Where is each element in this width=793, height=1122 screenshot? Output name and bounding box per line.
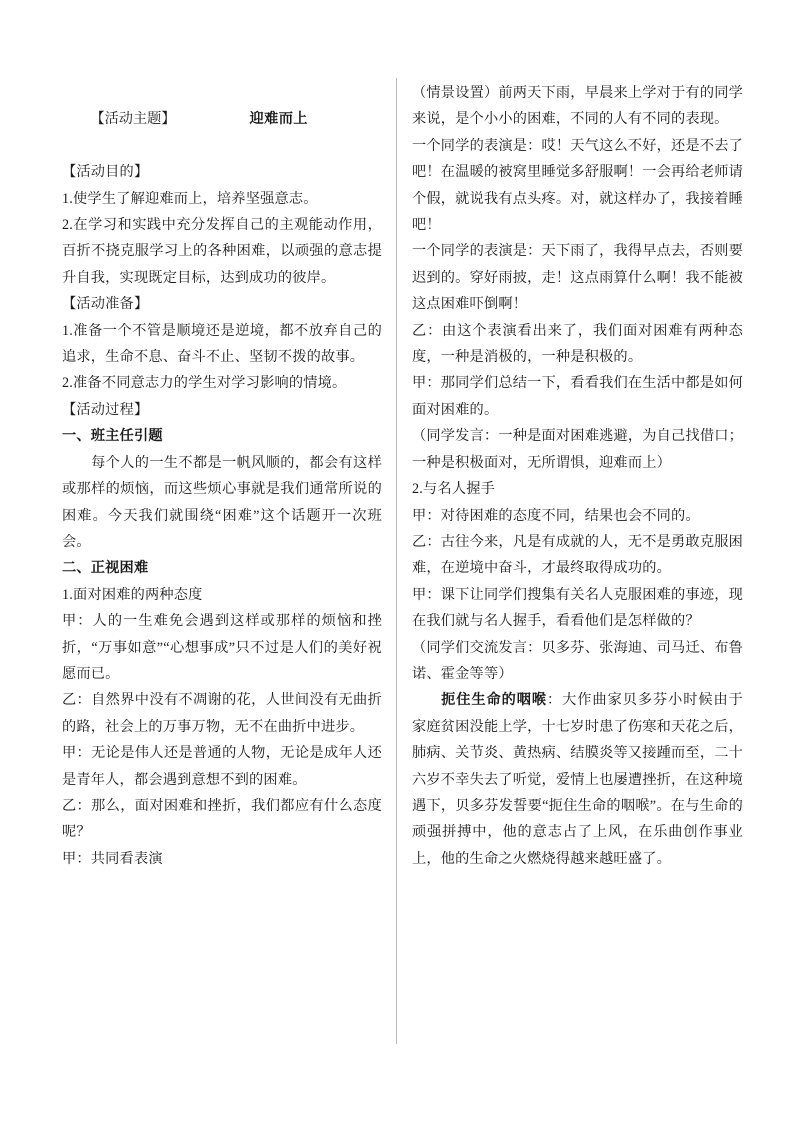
activity-purpose-item-2: 2.在学习和实践中充分发挥自己的主观能动作用，百折不挠克服学习上的各种困难，以顽强的意志提升自我，实现既定目标，达到成功的彼岸。 — [62, 217, 382, 286]
dialogue-jia-3: 甲：共同看表演 — [62, 850, 163, 867]
beethoven-story-body: 大作曲家贝多芬小时候由于家庭贫困没能上学，十七岁时患了伤寒和天花之后，肺病、关节炎、黄热病、结膜炎等又接踵而至，二十六岁不幸失去了听觉，爱情上也屡遭挫折，在这种境遇下，贝多芬发誓要“扼住生命的咽喉”。在与生命的顽强拼搏中，他的意志占了上风，在乐曲创作事业上，他的生命之火燃烧得越来越旺盛了。 — [412, 692, 744, 867]
student-remarks-2: （同学们交流发言：贝多芬、张海迪、司马迁、布鲁诺、霍金等等） — [412, 639, 743, 682]
dialogue-jia-5: 甲：对待困难的态度不同，结果也会不同的。 — [412, 507, 700, 524]
activity-preparation-item-1: 1.准备一个不管是顺境还是逆境，都不放弃自己的追求，生命不息、奋斗不止、坚韧不拨的故事。 — [62, 322, 382, 366]
dialogue-yi-1: 乙：自然界中没有不凋谢的花，人世间没有无曲折的路，社会上的万事万物，无不在曲折中进步。 — [62, 692, 382, 735]
student-performance-1: 一个同学的表演是：哎！天气这么不好，还是不去了吧！在温暖的被窝里睡觉多舒服啊！一会再给老师请个假，就说我有点头疼。对，就这样办了，我接着睡吧！ — [412, 137, 743, 234]
activity-preparation-heading: 【活动准备】 — [62, 296, 149, 313]
dialogue-yi-3: 乙：由这个表演看出来了，我们面对困难有两种态度，一种是消极的，一种是积极的。 — [412, 322, 743, 366]
right-column — [396, 80, 793, 872]
dialogue-yi-4: 乙：古往今来，凡是有成就的人，无不是勇敢克服困难，在逆境中奋斗，才最终取得成功的。 — [412, 533, 743, 577]
section-heading-2: 二、正视困难 — [62, 560, 149, 577]
dialogue-yi-2: 乙：那么，面对困难和挫折，我们都应有什么态度呢？ — [62, 797, 382, 841]
activity-process-heading: 【活动过程】 — [62, 401, 149, 418]
left-column — [0, 80, 396, 872]
beethoven-story-title: 扼住生命的咽喉 — [441, 692, 548, 709]
section-2-subheading: 1.面对困难的两种态度 — [62, 586, 203, 603]
beethoven-story-paragraph — [412, 687, 743, 872]
activity-theme-row — [62, 80, 382, 159]
section-heading-1: 一、班主任引题 — [62, 428, 163, 445]
student-remarks-1: （同学发言：一种是面对困难逃避，为自己找借口；一种是积极面对，无所谓惧，迎难而上） — [412, 428, 743, 471]
dialogue-jia-6: 甲：课下让同学们搜集有关名人克服困难的事迹，现在我们就与名人握手，看看他们是怎样做的？ — [412, 586, 743, 630]
activity-purpose-item-1: 1.使学生了解迎难而上，培养坚强意志。 — [62, 190, 318, 207]
section-2-subheading-2: 2.与名人握手 — [412, 481, 495, 498]
activity-purpose-heading: 【活动目的】 — [62, 164, 149, 181]
activity-theme-value: 迎难而上 — [249, 111, 308, 128]
dialogue-jia-4: 甲：那同学们总结一下，看看我们在生活中都是如何面对困难的。 — [412, 375, 743, 418]
activity-preparation-item-2: 2.准备不同意志力的学生对学习影响的情境。 — [62, 375, 347, 392]
two-column-body — [0, 80, 793, 872]
activity-theme-label: 【活动主题】 — [90, 111, 176, 128]
dialogue-jia-1: 甲：人的一生难免会遇到这样或那样的烦恼和挫折，“万事如意”“心想事成”只不过是人们的美好祝愿而已。 — [62, 613, 382, 682]
scene-setup-paragraph: （情景设置）前两天下雨，早晨来上学对于有的同学来说，是个小小的困难，不同的人有不同的表现。 — [412, 85, 743, 128]
section-1-paragraph: 每个人的一生不都是一帆风顺的，都会有这样或那样的烦恼，而这些烦心事就是我们通常所说的困难。今天我们就围绕“困难”这个话题开一次班会。 — [62, 454, 382, 550]
student-performance-2: 一个同学的表演是：天下雨了，我得早点去，否则要迟到的。穿好雨披，走！这点雨算什么啊！我不能被这点困难吓倒啊！ — [412, 243, 743, 313]
beethoven-story-separator: ： — [547, 692, 563, 709]
dialogue-jia-2: 甲：无论是伟人还是普通的人物，无论是成年人还是青年人，都会遇到意想不到的困难。 — [62, 745, 382, 788]
